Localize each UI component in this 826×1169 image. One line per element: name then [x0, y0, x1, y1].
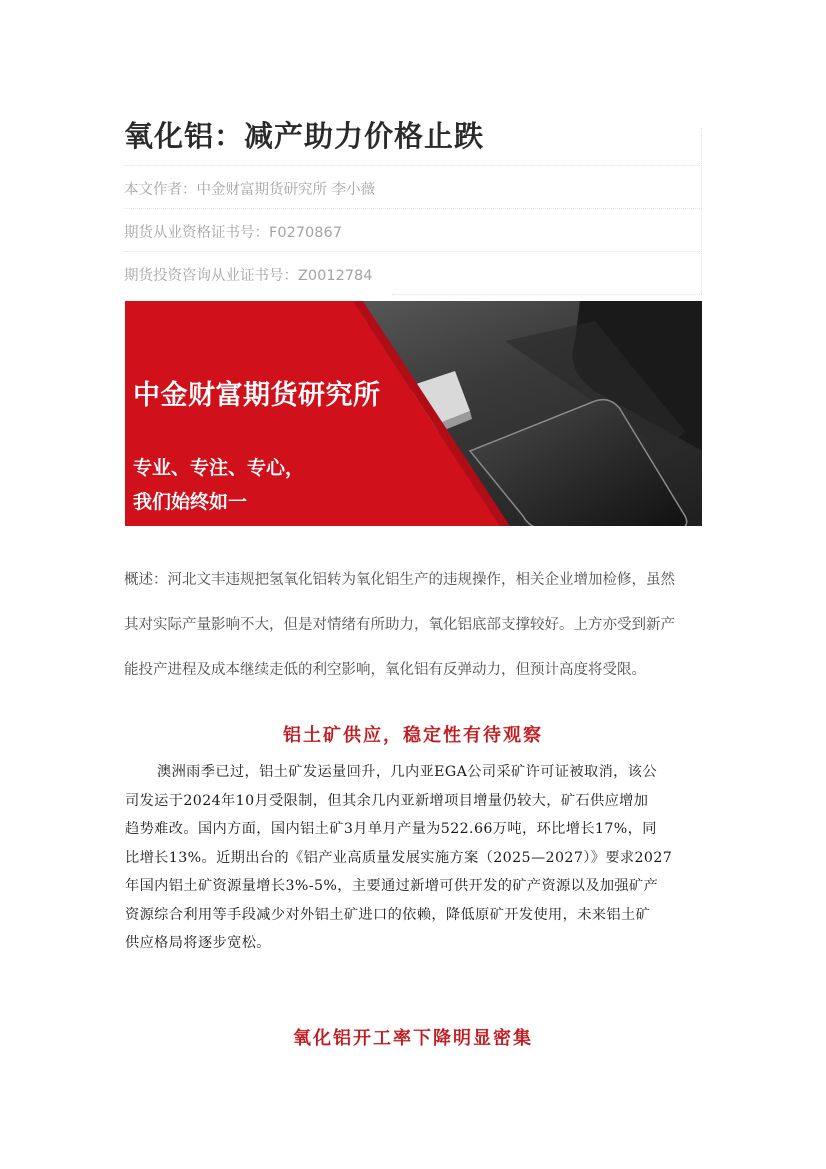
summary-paragraph	[124, 558, 704, 693]
body-line: 年国内铝土矿资源量增长3%-5%，主要通过新增可供开发的矿产资源以及加强矿产	[125, 878, 659, 894]
section-heading: 氧化铝开工率下降明显密集	[293, 1028, 533, 1049]
article-title: 氧化铝：减产助力价格止跌	[124, 119, 485, 153]
author-line: 本文作者：中金财富期货研究所 李小薇	[124, 182, 376, 198]
summary-line: 其对实际产量影响不大，但是对情绪有所助力，氧化铝底部支撑较好。上方亦受到新产	[124, 617, 675, 633]
qualification-line: 期货从业资格证书号：F0270867	[124, 225, 342, 241]
consulting-license-line: 期货投资咨询从业证书号：Z0012784	[124, 268, 373, 284]
divider	[124, 208, 702, 209]
section-body	[125, 758, 702, 958]
body-line: 司发运于2024年10月受限制，但其余几内亚新增项目增量仍较大，矿石供应增加	[125, 792, 649, 809]
divider	[124, 251, 702, 252]
body-line: 供应格局将逐步宽松。	[125, 935, 271, 951]
divider	[124, 165, 702, 166]
section-heading: 铝土矿供应，稳定性有待观察	[283, 725, 543, 746]
summary-line: 能投产进程及成本继续走低的利空影响，氧化铝有反弹动力，但预计高度将受限。	[124, 662, 646, 678]
body-line: 趋势难改。国内方面，国内铝土矿3月单月产量为522.66万吨，环比增长17%，同	[125, 821, 657, 837]
body-line: 资源综合利用等手段减少对外铝土矿进口的依赖，降低原矿开发使用，未来铝土矿	[125, 906, 651, 923]
banner-slogan-line-2: 我们始终如一	[133, 491, 248, 513]
summary-line: 概述：河北文丰违规把氢氧化铝转为氧化铝生产的违规操作，相关企业增加检修，虽然	[124, 572, 675, 588]
divider	[701, 128, 702, 294]
body-line: 澳洲雨季已过，铝土矿发运量回升，几内亚EGA公司采矿许可证被取消，该公	[157, 764, 657, 780]
banner-slogan-line-1: 专业、专注、专心，	[133, 457, 305, 479]
banner-title: 中金财富期货研究所	[133, 380, 381, 411]
body-line: 比增长13%。近期出台的《铝产业高质量发展实施方案（2025—2027）》要求2027	[125, 849, 673, 866]
divider	[392, 294, 702, 295]
banner-image	[125, 301, 702, 526]
